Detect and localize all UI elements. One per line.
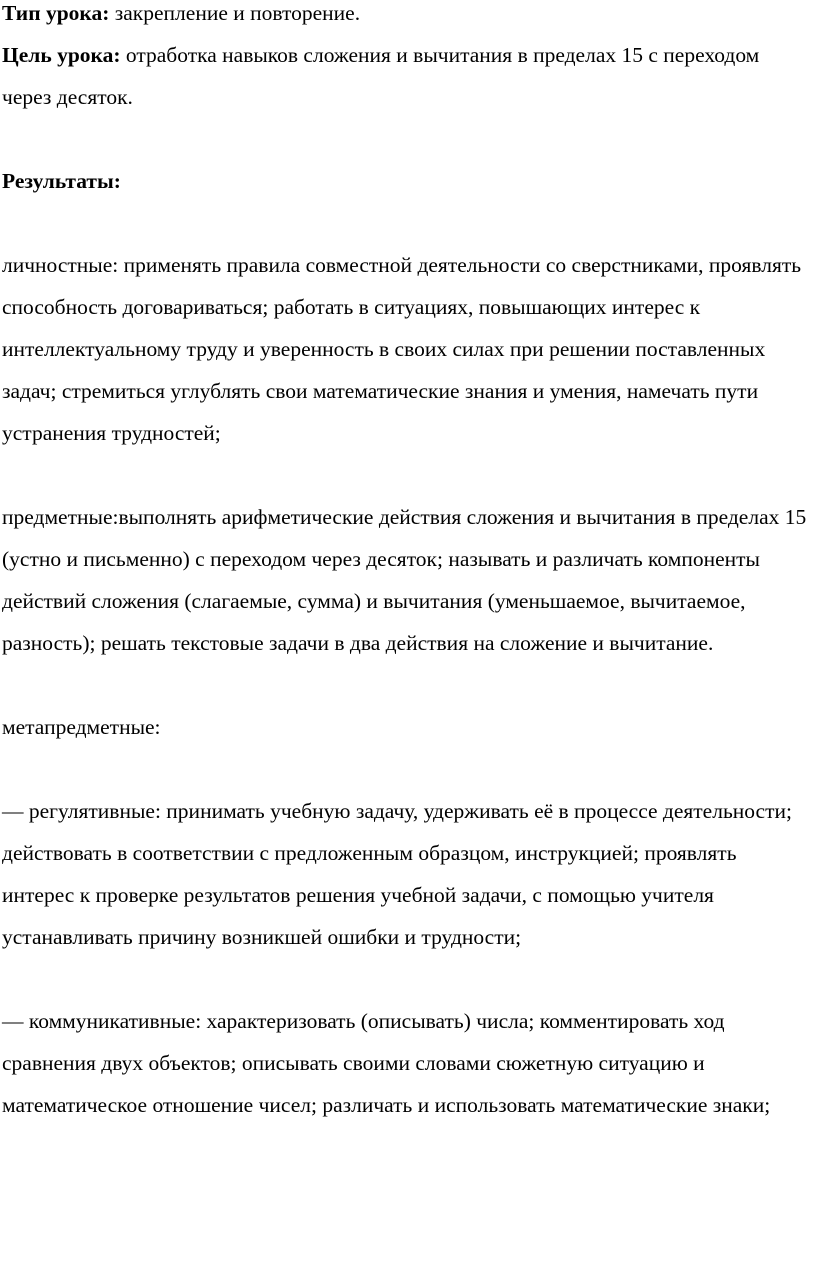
personal-results: личностные: применять правила совместной деятельности со сверстниками, проявлять способность договариваться; работать в ситуациях, повышающих интерес к интеллектуальному труду и уверенность в своих силах при решении поставленных задач; стремиться углублять свои математические знания и умения, намечать пути устранения трудностей;	[2, 253, 802, 445]
results-heading: Результаты:	[2, 169, 121, 193]
lesson-type-value: закрепление и повторение.	[109, 1, 361, 25]
lesson-goal-label: Цель урока:	[2, 43, 121, 67]
lesson-type	[2, 0, 812, 34]
regulatory-results: — регулятивные: принимать учебную задачу, удерживать её в процессе деятельности; действовать в соответствии с предложенным образцом, инструкцией; проявлять интерес к проверке результатов решения учебной задачи, с помощью учителя устанавливать причину возникшей ошибки и трудности;	[2, 799, 792, 949]
lesson-goal-value: отработка навыков сложения и вычитания в пределах 15 с переходом через десяток.	[2, 43, 760, 109]
communicative-results: — коммуникативные: характеризовать (описывать) числа; комментировать ход сравнения двух объектов; описывать своими словами сюжетную ситуацию и математическое отношение чисел; различать и использовать математические знаки;	[2, 1009, 771, 1117]
subject-results: предметные:выполнять арифметические действия сложения и вычитания в пределах 15 (устно и письменно) с переходом через десяток; называть и различать компоненты действий сложения (слагаемые, сумма) и вычитания (уменьшаемое, вычитаемое, разность); решать текстовые задачи в два действия на сложение и вычитание.	[2, 505, 807, 655]
meta-results-heading: метапредметные:	[2, 715, 161, 739]
lesson-goal	[2, 34, 812, 118]
lesson-type-label: Тип урока:	[2, 1, 110, 25]
